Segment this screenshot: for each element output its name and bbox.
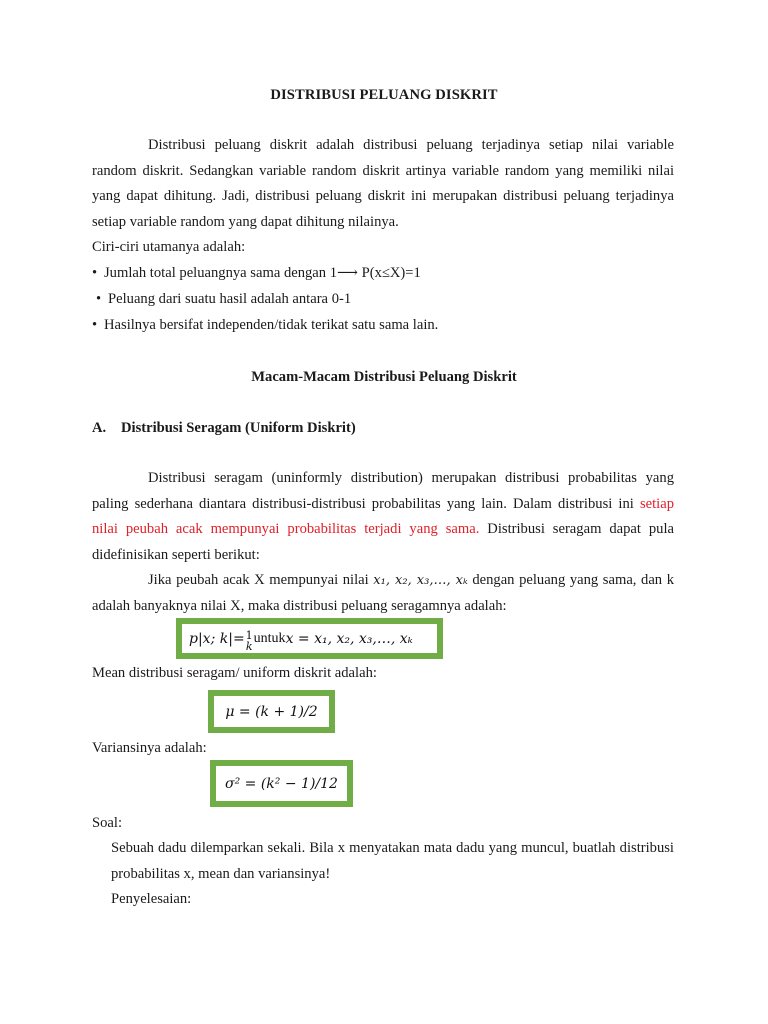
formula-mean-box [208,690,335,733]
subsection-title: Distribusi Seragam (Uniform Diskrit) [121,420,356,436]
uniform-text-2: Distribusi seragam dapat pula didefinisikan seperti berikut: [92,521,674,563]
list-item [92,313,438,339]
bullet-icon: • [92,317,98,333]
definition-text-1: Jika peubah acak X mempunyai nilai [148,572,374,588]
fraction-denominator: k [245,640,253,653]
intro-paragraph [92,133,674,235]
highlighted-text: setiap nilai peubah acak mempunyai probabilitas terjadi yang sama. [92,495,674,537]
fraction [245,629,253,653]
list-item-text: Peluang dari suatu hasil adalah antara 0-1 [108,291,352,307]
list-item [92,261,421,287]
solution-label: Penyelesaian: [111,891,192,907]
formula-variance: σ² = (k² − 1)/12 [225,775,338,792]
definition-paragraph [92,568,674,619]
formula-pmf-lhs: p|x; k|= [189,630,245,647]
bullet-icon: • [92,265,98,281]
characteristics-label: Ciri-ciri utamanya adalah: [92,239,246,255]
fraction-numerator: 1 [245,629,253,642]
list-item-text: Jumlah total peluangnya sama dengan 1⟶ P(x≤X)=1 [104,265,421,281]
variance-label: Variansinya adalah: [92,740,207,756]
uniform-paragraph [92,466,674,568]
problem-label: Soal: [92,815,122,831]
formula-pmf-box [176,618,443,659]
values-expression: x₁, x₂, x₃,…, xₖ [373,573,468,588]
formula-variance-box [210,760,353,807]
intro-text: Distribusi peluang diskrit adalah distribusi peluang terjadinya setiap nilai variable random diskrit. Sedangkan variable random diskrit artinya variable random yang memiliki nilai yang dapat dihitung. Jadi, distribusi peluang diskrit ini merupakan distribusi peluang terjadinya setiap variable random yang dapat dihitung nilainya. [92,137,674,230]
subsection-marker: A. [92,420,107,436]
mean-label: Mean distribusi seragam/ uniform diskrit adalah: [92,665,377,681]
formula-pmf-rhs: x = x₁, x₂, x₃,…, xₖ [285,630,413,647]
problem-text: Sebuah dadu dilemparkan sekali. Bila x menyatakan mata dadu yang muncul, buatlah distribusi probabilitas x, mean dan variansinya! [111,840,674,882]
subsection-heading [92,420,356,437]
bullet-icon: • [96,291,102,307]
formula-pmf-word: untuk [253,630,286,646]
document-title: DISTRIBUSI PELUANG DISKRIT [270,87,498,103]
list-item [96,287,351,313]
list-item-text: Hasilnya bersifat independen/tidak terikat satu sama lain. [104,317,439,333]
formula-mean: μ = (k + 1)/2 [225,703,318,720]
section-heading: Macam-Macam Distribusi Peluang Diskrit [251,369,517,385]
definition-text-2: dengan peluang yang sama, dan k adalah banyaknya nilai X, maka distribusi peluang seragamnya adalah: [92,572,674,614]
uniform-text-1: Distribusi seragam (uninformly distribution) merupakan distribusi probabilitas yang paling sederhana diantara distribusi-distribusi probabilitas yang lain. Dalam distribusi ini [92,470,674,512]
